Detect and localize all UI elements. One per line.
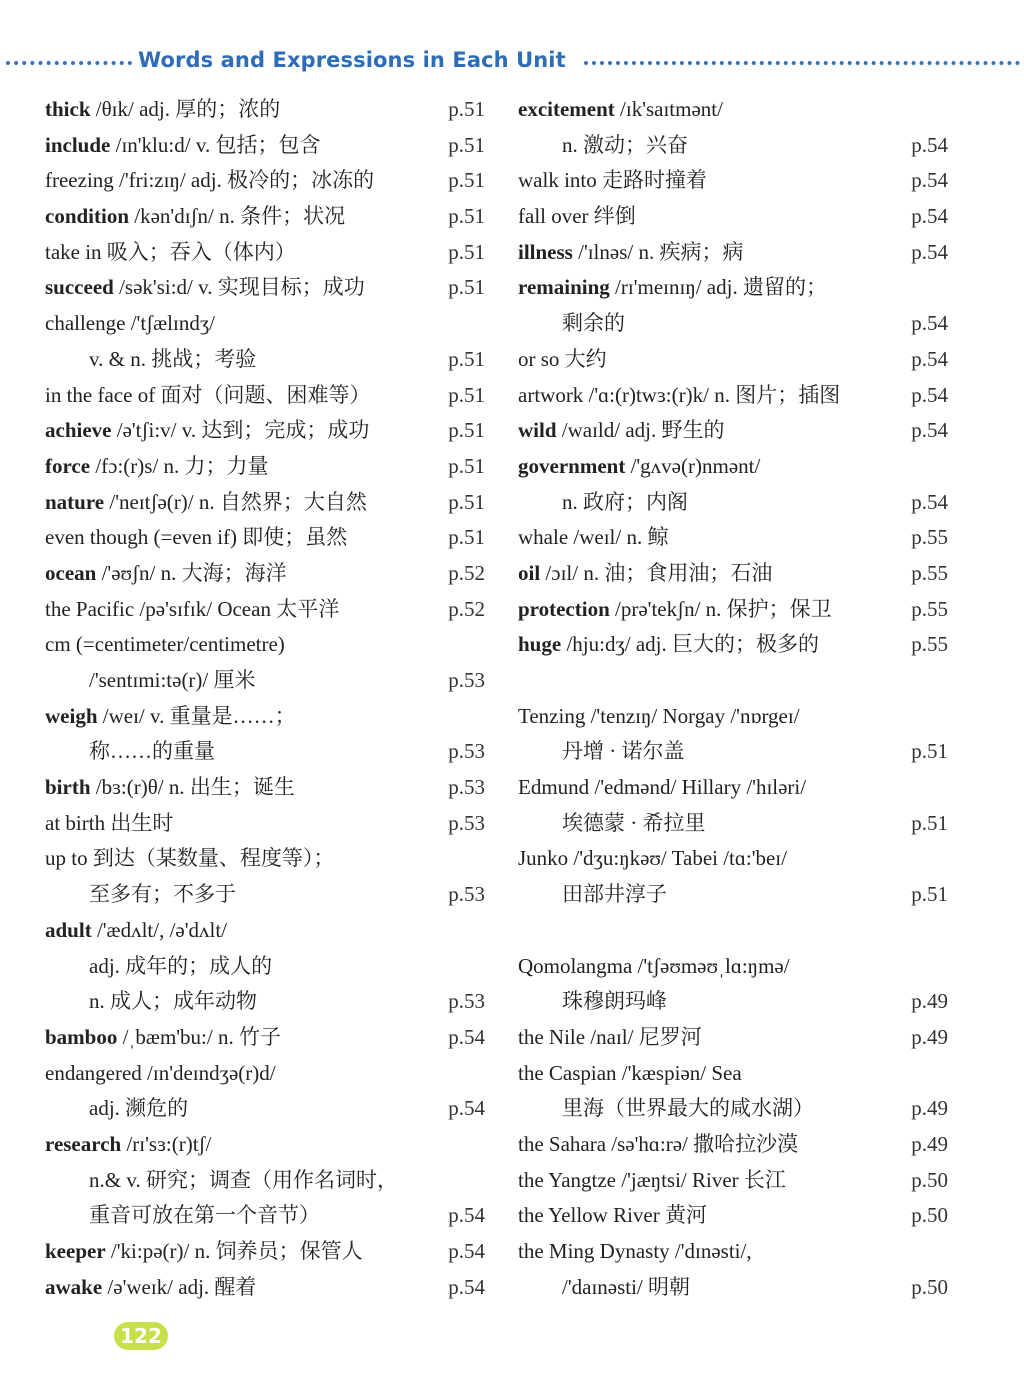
header-dots-left [6, 61, 132, 65]
definition: n.& v. 研究；调查（用作名词时， [89, 1167, 398, 1192]
entry-text [518, 699, 800, 735]
entry-text [45, 1234, 363, 1270]
definition: /sək'si:d/ v. 实现目标；成功 [113, 275, 365, 300]
definition: Qomolangma /'tʃəʊməʊˌlɑ:ŋmə/ [518, 953, 790, 978]
entry-text [89, 342, 256, 378]
headword: excitement [518, 97, 615, 121]
definition: 里海（世界最大的咸水湖） [562, 1096, 814, 1121]
headword: huge [518, 632, 562, 657]
vocab-entry [518, 520, 958, 556]
definition: /ɔɪl/ n. 油；食用油；石油 [540, 560, 773, 585]
definition: v. & n. 挑战；考验 [89, 346, 257, 371]
definition: /ə'weɪk/ adj. 醒着 [102, 1274, 257, 1299]
definition: /'daɪnəsti/ 明朝 [562, 1274, 691, 1299]
entry-text [45, 235, 296, 271]
definition: /weɪ/ v. 重量是……； [97, 703, 296, 728]
vocab-entry [518, 877, 958, 913]
entry-text [45, 913, 227, 949]
headword: oil [518, 560, 541, 585]
entry-text [45, 770, 295, 806]
definition: 田部井淳子 [562, 882, 667, 907]
header-title: Words and Expressions in Each Unit [138, 48, 566, 72]
definition: /'neɪtʃə(r)/ n. 自然界；大自然 [104, 489, 367, 514]
headword: force [45, 453, 91, 478]
definition: 埃德蒙 · 希拉里 [562, 810, 706, 835]
definition: 珠穆朗玛峰 [562, 989, 667, 1014]
definition: freezing /'fri:zɪŋ/ adj. 极冷的；冰冻的 [45, 168, 375, 193]
vocab-entry [518, 199, 958, 235]
definition: walk into 走路时撞着 [518, 168, 707, 193]
right-word-column [518, 92, 958, 1305]
definition: 称……的重量 [89, 739, 215, 764]
vocab-entry [518, 1056, 958, 1092]
entry-text [518, 1234, 752, 1270]
entry-text [518, 342, 607, 378]
headword: wild [518, 418, 557, 443]
page-reference: p.51 [448, 239, 485, 264]
definition: the Yellow River 黄河 [518, 1203, 707, 1228]
page-reference: p.54 [911, 168, 948, 193]
vocab-entry [45, 449, 485, 485]
entry-text [45, 163, 374, 199]
page-reference: p.49 [911, 989, 948, 1014]
page-reference: p.49 [911, 1131, 948, 1156]
definition: n. 激动；兴奋 [562, 132, 688, 157]
page-reference: p.51 [448, 489, 485, 514]
page-reference: p.50 [911, 1274, 948, 1299]
page-reference: p.49 [911, 1096, 948, 1121]
vocab-entry [45, 556, 485, 592]
definition: /ɪk'saɪtmənt/ [614, 97, 723, 121]
headword: government [518, 453, 626, 478]
page-reference: p.51 [448, 382, 485, 407]
entry-text [518, 841, 787, 877]
page-reference: p.51 [448, 453, 485, 478]
page-reference: p.54 [448, 1203, 485, 1228]
vocab-entry [45, 841, 485, 877]
vocab-entry [45, 1091, 485, 1127]
vocab-entry [45, 1270, 485, 1306]
entry-text [518, 627, 819, 663]
entry-text [518, 520, 668, 556]
vocab-entry [45, 1198, 485, 1234]
entry-text [89, 949, 272, 985]
vocab-entry [518, 235, 958, 271]
vocab-entry [45, 199, 485, 235]
vocab-entry [518, 413, 958, 449]
definition: n. 政府；内阁 [562, 489, 688, 514]
definition: 重音可放在第一个音节） [89, 1203, 320, 1228]
entry-text [89, 663, 256, 699]
headword: succeed [45, 275, 114, 300]
entry-text [45, 306, 215, 342]
entry-text [45, 485, 367, 521]
headword: protection [518, 596, 610, 621]
page-reference: p.49 [911, 1024, 948, 1049]
definition: the Pacific /pə'sɪfɪk/ Ocean 太平洋 [45, 596, 340, 621]
page-reference: p.51 [448, 275, 485, 300]
definition: the Sahara /sə'hɑ:rə/ 撒哈拉沙漠 [518, 1131, 799, 1156]
definition: /fɔ:(r)s/ n. 力；力量 [90, 453, 269, 478]
definition: the Ming Dynasty /'dɪnəsti/, [518, 1239, 752, 1263]
vocab-entry [518, 556, 958, 592]
entry-text [518, 413, 725, 449]
headword: thick [45, 97, 91, 121]
vocab-entry [45, 699, 485, 735]
vocab-entry [518, 806, 958, 842]
page-reference: p.54 [911, 239, 948, 264]
page-reference: p.51 [448, 204, 485, 229]
entry-text [562, 1091, 814, 1127]
headword: weigh [45, 703, 98, 728]
definition: whale /weɪl/ n. 鲸 [518, 525, 669, 550]
definition: Tenzing /'tenzɪŋ/ Norgay /'nɒrgeɪ/ [518, 703, 800, 728]
page-reference: p.55 [911, 632, 948, 657]
entry-text [45, 1127, 211, 1163]
page-reference: p.54 [911, 346, 948, 371]
page-reference: p.54 [448, 1239, 485, 1263]
vocab-entry [518, 1127, 958, 1163]
vocab-entry [518, 984, 958, 1020]
definition: the Caspian /'kæspiən/ Sea [518, 1060, 742, 1085]
headword: achieve [45, 418, 112, 443]
page-reference: p.54 [448, 1024, 485, 1049]
definition: /waɪld/ adj. 野生的 [556, 418, 725, 443]
entry-text [45, 378, 370, 414]
definition: /'sentɪmi:tə(r)/ 厘米 [89, 668, 256, 692]
entry-text [45, 413, 369, 449]
definition: or so 大约 [518, 346, 607, 371]
headword: research [45, 1131, 122, 1156]
vocab-entry [518, 627, 958, 663]
vocab-entry [45, 342, 485, 378]
vocab-entry [45, 306, 485, 342]
definition: /kən'dɪʃn/ n. 条件；状况 [129, 204, 346, 229]
vocab-entry [45, 592, 485, 628]
definition: fall over 绊倒 [518, 204, 636, 229]
entry-text [45, 556, 287, 592]
definition: /rɪ'meɪnɪŋ/ adj. 遗留的； [609, 275, 827, 300]
page-reference: p.50 [911, 1203, 948, 1228]
vocab-entry [518, 128, 958, 164]
page-reference: p.54 [911, 489, 948, 514]
page-reference: p.54 [911, 418, 948, 443]
page-reference: p.52 [448, 560, 485, 585]
vocab-entry [518, 1234, 958, 1270]
entry-text [89, 1198, 320, 1234]
entry-text [562, 877, 667, 913]
vocab-entry [518, 1163, 958, 1199]
entry-text [45, 270, 365, 306]
definition: even though (=even if) 即使；虽然 [45, 525, 348, 550]
vocab-entry [518, 342, 958, 378]
vocab-entry [45, 163, 485, 199]
definition: /ə'tʃi:v/ v. 达到；完成；成功 [111, 418, 370, 443]
entry-text [45, 199, 345, 235]
page-reference: p.55 [911, 560, 948, 585]
entry-text [518, 1163, 786, 1199]
vocab-entry [45, 1127, 485, 1163]
definition: /θɪk/ adj. 厚的；浓的 [90, 97, 281, 121]
page-reference: p.54 [448, 1274, 485, 1299]
spacer-line [518, 663, 958, 699]
definition: cm (=centimeter/centimetre) [45, 632, 285, 657]
definition: in the face of 面对（问题、困难等） [45, 382, 371, 407]
vocab-entry [518, 699, 958, 735]
vocab-entry [518, 270, 958, 306]
definition: 至多有；不多于 [89, 882, 236, 907]
page-reference: p.51 [911, 882, 948, 907]
vocab-entry [45, 378, 485, 414]
page-reference: p.55 [911, 596, 948, 621]
entry-text [45, 806, 173, 842]
definition: artwork /'ɑ:(r)twɜ:(r)k/ n. 图片；插图 [518, 382, 841, 407]
vocab-entry [45, 627, 485, 663]
vocab-entry [45, 1020, 485, 1056]
entry-text [89, 1163, 398, 1199]
vocab-entry [518, 1091, 958, 1127]
section-header [0, 44, 1024, 80]
definition: /prə'tekʃn/ n. 保护；保卫 [609, 596, 832, 621]
page-reference: p.51 [448, 525, 485, 550]
definition: the Nile /naɪl/ 尼罗河 [518, 1024, 702, 1049]
vocab-entry [45, 806, 485, 842]
entry-text [518, 235, 743, 271]
page-reference: p.51 [448, 132, 485, 157]
entry-text [562, 806, 706, 842]
vocab-entry [518, 1270, 958, 1306]
vocab-entry [45, 235, 485, 271]
headword: awake [45, 1274, 103, 1299]
page-reference: p.53 [448, 882, 485, 907]
definition: /'ɪlnəs/ n. 疾病；病 [572, 239, 744, 264]
entry-text [518, 270, 827, 306]
vocab-entry [518, 1198, 958, 1234]
definition: 剩余的 [562, 311, 625, 336]
page-reference: p.50 [911, 1167, 948, 1192]
entry-text [89, 734, 215, 770]
vocab-entry [518, 770, 958, 806]
headword: keeper [45, 1239, 106, 1263]
vocab-entry [45, 913, 485, 949]
vocab-entry [45, 984, 485, 1020]
headword: illness [518, 239, 573, 264]
left-word-column [45, 92, 485, 1305]
vocab-entry [518, 949, 958, 985]
vocab-entry [45, 270, 485, 306]
entry-text [89, 877, 236, 913]
entry-text [562, 485, 688, 521]
definition: Edmund /'edmənd/ Hillary /'hɪləri/ [518, 775, 807, 800]
page-reference: p.51 [911, 810, 948, 835]
page-reference: p.54 [448, 1096, 485, 1121]
headword: condition [45, 204, 130, 229]
page-reference: p.53 [448, 739, 485, 764]
definition: /'ki:pə(r)/ n. 饲养员；保管人 [105, 1239, 363, 1263]
vocab-entry [45, 663, 485, 699]
entry-text [518, 199, 636, 235]
vocab-entry [45, 949, 485, 985]
vocab-entry [45, 770, 485, 806]
vocab-entry [45, 1056, 485, 1092]
page-reference: p.53 [448, 775, 485, 800]
headword: bamboo [45, 1024, 118, 1049]
vocab-entry [518, 306, 958, 342]
entry-text [518, 1020, 702, 1056]
entry-text [45, 627, 285, 663]
page-reference: p.55 [911, 525, 948, 550]
definition: the Yangtze /'jæŋtsi/ River 长江 [518, 1167, 786, 1192]
header-dots-right [584, 61, 1020, 65]
entry-text [518, 1056, 742, 1092]
entry-text [45, 128, 320, 164]
spacer-line [518, 913, 958, 949]
vocab-entry [45, 413, 485, 449]
headword: ocean [45, 560, 97, 585]
definition: 丹增 · 诺尔盖 [562, 739, 685, 764]
page-reference: p.51 [448, 168, 485, 193]
entry-text [518, 1198, 707, 1234]
entry-text [518, 556, 772, 592]
vocab-entry [518, 485, 958, 521]
page-reference: p.53 [448, 668, 485, 692]
definition: challenge /'tʃælɪndʒ/ [45, 311, 215, 336]
definition: /'əʊʃn/ n. 大海；海洋 [96, 560, 287, 585]
entry-text [562, 984, 667, 1020]
headword: include [45, 132, 111, 157]
page-reference: p.51 [448, 97, 485, 121]
entry-text [562, 734, 685, 770]
definition: /ɪn'klu:d/ v. 包括；包含 [110, 132, 321, 157]
headword: birth [45, 775, 91, 800]
definition: adj. 成年的；成人的 [89, 953, 273, 978]
definition: /'ædʌlt/, /ə'dʌlt/ [91, 917, 228, 942]
headword: remaining [518, 275, 610, 300]
vocab-entry [45, 734, 485, 770]
entry-text [45, 92, 280, 128]
entry-text [45, 449, 269, 485]
page-reference: p.51 [911, 739, 948, 764]
vocab-entry [45, 520, 485, 556]
vocab-entry [518, 1020, 958, 1056]
vocab-entry [518, 378, 958, 414]
entry-text [89, 1091, 188, 1127]
entry-text [518, 378, 840, 414]
entry-text [518, 92, 723, 128]
definition: /'gʌvə(r)nmənt/ [625, 453, 761, 478]
page-reference: p.54 [911, 382, 948, 407]
definition: /ˌbæm'bu:/ n. 竹子 [117, 1024, 281, 1049]
entry-text [45, 699, 296, 735]
definition: take in 吸入；吞入（体内） [45, 239, 296, 264]
headword: adult [45, 917, 92, 942]
definition: /hju:dʒ/ adj. 巨大的；极多的 [561, 632, 820, 657]
definition: adj. 濒危的 [89, 1096, 189, 1121]
entry-text [518, 770, 806, 806]
entry-text [518, 592, 832, 628]
vocab-entry [518, 163, 958, 199]
page-reference: p.53 [448, 810, 485, 835]
vocab-entry [45, 128, 485, 164]
page-reference: p.51 [448, 346, 485, 371]
entry-text [518, 449, 760, 485]
entry-text [562, 306, 625, 342]
definition: up to 到达（某数量、程度等）； [45, 846, 335, 871]
entry-text [518, 1127, 798, 1163]
definition: /rɪ'sɜ:(r)tʃ/ [121, 1131, 212, 1156]
definition: endangered /ɪn'deɪndʒə(r)d/ [45, 1060, 276, 1085]
page-number-badge: 122 [114, 1322, 168, 1350]
vocab-entry [518, 92, 958, 128]
definition: Junko /'dʒu:ŋkəʊ/ Tabei /tɑ:'beɪ/ [518, 846, 787, 871]
page-reference: p.53 [448, 989, 485, 1014]
entry-text [45, 1020, 281, 1056]
vocab-entry [45, 485, 485, 521]
definition: at birth 出生时 [45, 810, 174, 835]
entry-text [518, 949, 790, 985]
entry-text [45, 592, 339, 628]
vocab-entry [45, 877, 485, 913]
vocab-entry [518, 841, 958, 877]
entry-text [45, 1270, 256, 1306]
entry-text [45, 1056, 276, 1092]
vocab-entry [45, 1163, 485, 1199]
vocab-entry [518, 592, 958, 628]
page-reference: p.54 [911, 204, 948, 229]
page-reference: p.51 [448, 418, 485, 443]
entry-text [89, 984, 257, 1020]
vocab-entry [518, 734, 958, 770]
entry-text [45, 520, 347, 556]
definition: /bɜ:(r)θ/ n. 出生；诞生 [90, 775, 295, 800]
vocab-entry [518, 449, 958, 485]
definition: n. 成人；成年动物 [89, 989, 257, 1014]
entry-text [45, 841, 334, 877]
entry-text [518, 163, 707, 199]
entry-text [562, 128, 688, 164]
entry-text [562, 1270, 690, 1306]
page-reference: p.52 [448, 596, 485, 621]
headword: nature [45, 489, 105, 514]
vocab-entry [45, 1234, 485, 1270]
page-reference: p.54 [911, 311, 948, 336]
vocab-entry [45, 92, 485, 128]
page-reference: p.54 [911, 132, 948, 157]
